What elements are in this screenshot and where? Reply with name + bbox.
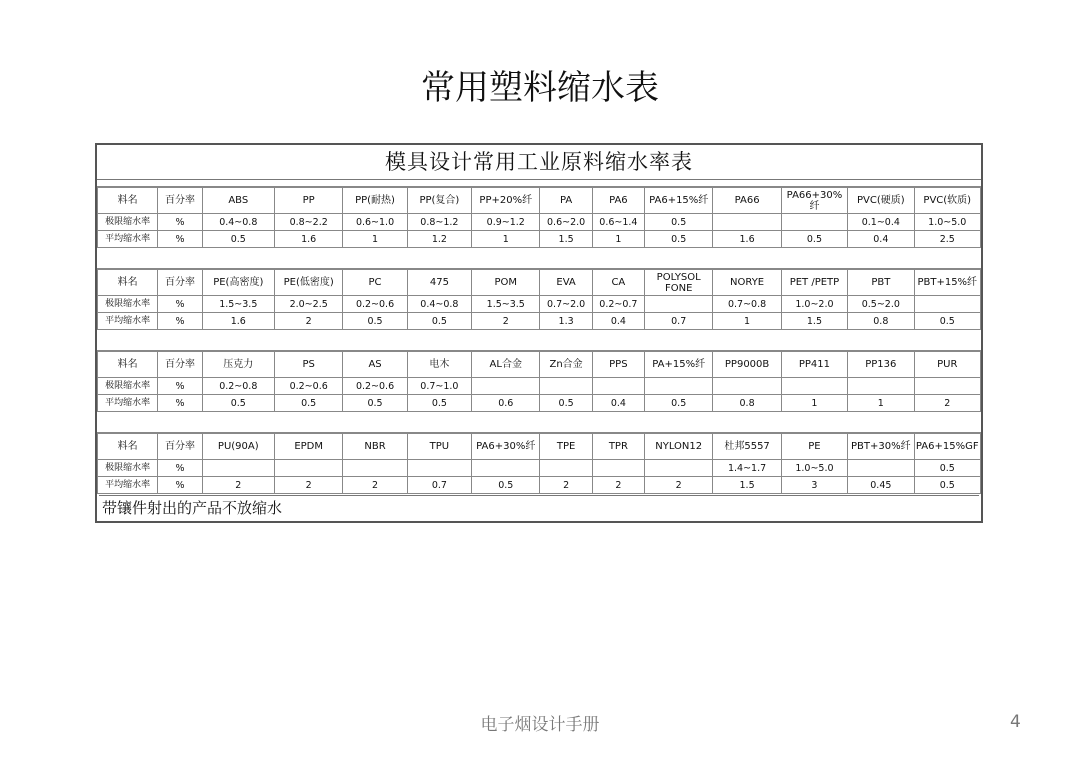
table-cell xyxy=(540,460,592,477)
table-row xyxy=(98,214,981,231)
table-cell: 2.0~2.5 xyxy=(274,296,342,313)
table-row xyxy=(98,460,981,477)
table-cell: 1.4~1.7 xyxy=(713,460,781,477)
table-cell xyxy=(407,460,471,477)
header-cell: POLYSOL FONE xyxy=(645,270,713,296)
table-cell: 0.5 xyxy=(274,395,342,412)
table-cell: 1 xyxy=(848,395,914,412)
table-blocks xyxy=(97,180,981,494)
table-cell: 0.5 xyxy=(343,313,407,330)
slide-title: 常用塑料缩水表 xyxy=(421,68,659,108)
table-cell: 0.7 xyxy=(645,313,713,330)
table-cell: 0.4 xyxy=(592,395,644,412)
header-cell: NORYE xyxy=(713,270,781,296)
header-cell: PE xyxy=(781,434,847,460)
table-cell: 2 xyxy=(914,395,980,412)
table-cell: 平均缩水率 xyxy=(98,231,158,248)
table-cell: 1.3 xyxy=(540,313,592,330)
header-cell: PU(90A) xyxy=(202,434,274,460)
table-cell: 0.8~1.2 xyxy=(407,214,471,231)
table-cell: 0.5 xyxy=(914,313,980,330)
table-cell: 0.5 xyxy=(914,460,980,477)
table-cell: 2 xyxy=(645,477,713,494)
header-cell: PPS xyxy=(592,352,644,378)
table-row xyxy=(98,477,981,494)
header-cell: PBT+15%纤 xyxy=(914,270,980,296)
block-spacer xyxy=(97,248,981,269)
header-cell: PA6+30%纤 xyxy=(472,434,540,460)
header-cell: 杜邦5557 xyxy=(713,434,781,460)
header-cell: 料名 xyxy=(98,188,158,214)
table-cell: 1.6 xyxy=(713,231,781,248)
header-cell: PP136 xyxy=(848,352,914,378)
table-cell: 0.5~2.0 xyxy=(848,296,914,313)
table-cell: 0.5 xyxy=(407,313,471,330)
material-table-block xyxy=(97,187,981,248)
table-cell: 0.4~0.8 xyxy=(202,214,274,231)
table-cell: 0.5 xyxy=(407,395,471,412)
table-cell xyxy=(781,214,847,231)
table-cell: 1 xyxy=(592,231,644,248)
table-cell: 0.5 xyxy=(645,214,713,231)
table-row xyxy=(98,231,981,248)
table-cell: 2 xyxy=(540,477,592,494)
table-cell: % xyxy=(158,477,202,494)
header-cell: PA66 xyxy=(713,188,781,214)
table-cell: 0.6 xyxy=(472,395,540,412)
table-cell: 0.8~2.2 xyxy=(274,214,342,231)
table-cell: 极限缩水率 xyxy=(98,296,158,313)
table-cell xyxy=(274,460,342,477)
header-cell: 百分率 xyxy=(158,188,202,214)
table-cell xyxy=(472,378,540,395)
header-cell: CA xyxy=(592,270,644,296)
header-cell: PP xyxy=(274,188,342,214)
table-cell xyxy=(645,460,713,477)
table-cell: 0.5 xyxy=(202,231,274,248)
header-cell: TPE xyxy=(540,434,592,460)
header-cell: PET /PETP xyxy=(781,270,847,296)
table-cell: 0.6~2.0 xyxy=(540,214,592,231)
header-cell: POM xyxy=(472,270,540,296)
table-cell: 1.6 xyxy=(202,313,274,330)
table-cell: 1.6 xyxy=(274,231,342,248)
table-cell: 0.7~2.0 xyxy=(540,296,592,313)
table-cell: 1.5 xyxy=(713,477,781,494)
table-cell xyxy=(848,378,914,395)
table-cell xyxy=(592,378,644,395)
table-cell: 0.5 xyxy=(781,231,847,248)
header-cell: TPU xyxy=(407,434,471,460)
header-cell: 电木 xyxy=(407,352,471,378)
header-row xyxy=(98,352,981,378)
header-cell: PA xyxy=(540,188,592,214)
header-cell: NBR xyxy=(343,434,407,460)
table-cell: 0.5 xyxy=(914,477,980,494)
table-cell: 3 xyxy=(781,477,847,494)
table-cell: 0.4 xyxy=(592,313,644,330)
header-cell: PC xyxy=(343,270,407,296)
header-cell: PE(高密度) xyxy=(202,270,274,296)
material-table-block xyxy=(97,269,981,330)
header-cell: 料名 xyxy=(98,434,158,460)
header-cell: 475 xyxy=(407,270,471,296)
header-cell: PP(复合) xyxy=(407,188,471,214)
table-cell: 0.2~0.6 xyxy=(274,378,342,395)
header-cell: AS xyxy=(343,352,407,378)
table-cell: 0.7~1.0 xyxy=(407,378,471,395)
table-cell: 极限缩水率 xyxy=(98,460,158,477)
table-cell xyxy=(914,378,980,395)
table-cell: 1 xyxy=(343,231,407,248)
table-cell: % xyxy=(158,296,202,313)
table-cell: 1 xyxy=(781,395,847,412)
table-cell: 0.6~1.4 xyxy=(592,214,644,231)
table-cell: 平均缩水率 xyxy=(98,477,158,494)
table-cell: 0.7~0.8 xyxy=(713,296,781,313)
block-spacer xyxy=(97,180,981,187)
table-cell: 0.2~0.6 xyxy=(343,378,407,395)
table-cell xyxy=(540,378,592,395)
table-cell: 2 xyxy=(274,477,342,494)
table-cell: % xyxy=(158,460,202,477)
table-cell: 1.0~2.0 xyxy=(781,296,847,313)
table-cell xyxy=(202,460,274,477)
header-cell: PBT xyxy=(848,270,914,296)
note-text: 带镶件射出的产品不放缩水 xyxy=(99,495,979,519)
table-cell: 1.5 xyxy=(540,231,592,248)
table-cell xyxy=(848,460,914,477)
header-cell: PVC(硬质) xyxy=(848,188,914,214)
table-cell: 0.4 xyxy=(848,231,914,248)
header-cell: PBT+30%纤 xyxy=(848,434,914,460)
table-cell: 0.8 xyxy=(848,313,914,330)
shrinkage-table-sheet xyxy=(95,143,983,523)
table-cell: 0.2~0.8 xyxy=(202,378,274,395)
table-cell xyxy=(472,460,540,477)
table-cell xyxy=(645,296,713,313)
table-cell: % xyxy=(158,214,202,231)
table-row xyxy=(98,395,981,412)
table-cell: % xyxy=(158,313,202,330)
header-row xyxy=(98,434,981,460)
header-cell: PA+15%纤 xyxy=(645,352,713,378)
table-cell: 0.5 xyxy=(343,395,407,412)
table-cell: 0.5 xyxy=(645,395,713,412)
table-cell: 0.45 xyxy=(848,477,914,494)
table-cell: 平均缩水率 xyxy=(98,395,158,412)
table-cell: % xyxy=(158,395,202,412)
header-cell: TPR xyxy=(592,434,644,460)
block-spacer xyxy=(97,330,981,351)
header-cell: 百分率 xyxy=(158,434,202,460)
header-cell: Zn合金 xyxy=(540,352,592,378)
table-cell: 1.5~3.5 xyxy=(472,296,540,313)
header-cell: 百分率 xyxy=(158,270,202,296)
table-row xyxy=(98,313,981,330)
table-cell: 0.9~1.2 xyxy=(472,214,540,231)
material-table-block xyxy=(97,351,981,412)
table-cell: 0.7 xyxy=(407,477,471,494)
header-cell: EPDM xyxy=(274,434,342,460)
header-cell: PA66+30%纤 xyxy=(781,188,847,214)
header-cell: PA6 xyxy=(592,188,644,214)
header-cell: PP+20%纤 xyxy=(472,188,540,214)
table-cell: 0.2~0.6 xyxy=(343,296,407,313)
table-cell: 2.5 xyxy=(914,231,980,248)
header-cell: AL合金 xyxy=(472,352,540,378)
header-cell: PS xyxy=(274,352,342,378)
header-cell: PE(低密度) xyxy=(274,270,342,296)
table-cell: 0.4~0.8 xyxy=(407,296,471,313)
block-spacer xyxy=(97,412,981,433)
header-cell: 料名 xyxy=(98,352,158,378)
header-cell: PP(耐热) xyxy=(343,188,407,214)
table-cell: 2 xyxy=(274,313,342,330)
page-number: 4 xyxy=(1010,712,1021,732)
table-cell: 2 xyxy=(343,477,407,494)
table-cell: 1.2 xyxy=(407,231,471,248)
table-row xyxy=(98,296,981,313)
sheet-title: 模具设计常用工业原料缩水率表 xyxy=(97,145,981,180)
table-cell: 0.5 xyxy=(540,395,592,412)
table-cell: 1.0~5.0 xyxy=(781,460,847,477)
header-cell: ABS xyxy=(202,188,274,214)
table-cell xyxy=(713,378,781,395)
table-cell: 1.5 xyxy=(781,313,847,330)
table-cell: 平均缩水率 xyxy=(98,313,158,330)
table-cell: 0.5 xyxy=(472,477,540,494)
table-cell: 1 xyxy=(713,313,781,330)
header-cell: 料名 xyxy=(98,270,158,296)
table-cell xyxy=(713,214,781,231)
table-cell: 0.8 xyxy=(713,395,781,412)
table-cell xyxy=(343,460,407,477)
table-cell xyxy=(592,460,644,477)
table-cell: 0.2~0.7 xyxy=(592,296,644,313)
table-cell: 1.5~3.5 xyxy=(202,296,274,313)
header-cell: PP411 xyxy=(781,352,847,378)
table-cell: 0.6~1.0 xyxy=(343,214,407,231)
table-cell xyxy=(781,378,847,395)
table-row xyxy=(98,378,981,395)
header-cell: EVA xyxy=(540,270,592,296)
table-cell: % xyxy=(158,378,202,395)
header-cell: NYLON12 xyxy=(645,434,713,460)
table-cell xyxy=(914,296,980,313)
table-cell: 1 xyxy=(472,231,540,248)
table-cell xyxy=(645,378,713,395)
table-cell: 0.5 xyxy=(645,231,713,248)
header-cell: PA6+15%纤 xyxy=(645,188,713,214)
header-cell: PUR xyxy=(914,352,980,378)
table-cell: 1.0~5.0 xyxy=(914,214,980,231)
material-table-block xyxy=(97,433,981,494)
header-cell: PVC(软质) xyxy=(914,188,980,214)
table-cell: 极限缩水率 xyxy=(98,378,158,395)
header-row xyxy=(98,188,981,214)
header-row xyxy=(98,270,981,296)
footer-text: 电子烟设计手册 xyxy=(480,715,600,735)
table-cell: 极限缩水率 xyxy=(98,214,158,231)
table-cell: 0.5 xyxy=(202,395,274,412)
header-cell: 百分率 xyxy=(158,352,202,378)
header-cell: 压克力 xyxy=(202,352,274,378)
table-cell: 2 xyxy=(592,477,644,494)
table-cell: % xyxy=(158,231,202,248)
table-cell: 0.1~0.4 xyxy=(848,214,914,231)
header-cell: PA6+15%GF xyxy=(914,434,980,460)
header-cell: PP9000B xyxy=(713,352,781,378)
table-cell: 2 xyxy=(202,477,274,494)
table-cell: 2 xyxy=(472,313,540,330)
